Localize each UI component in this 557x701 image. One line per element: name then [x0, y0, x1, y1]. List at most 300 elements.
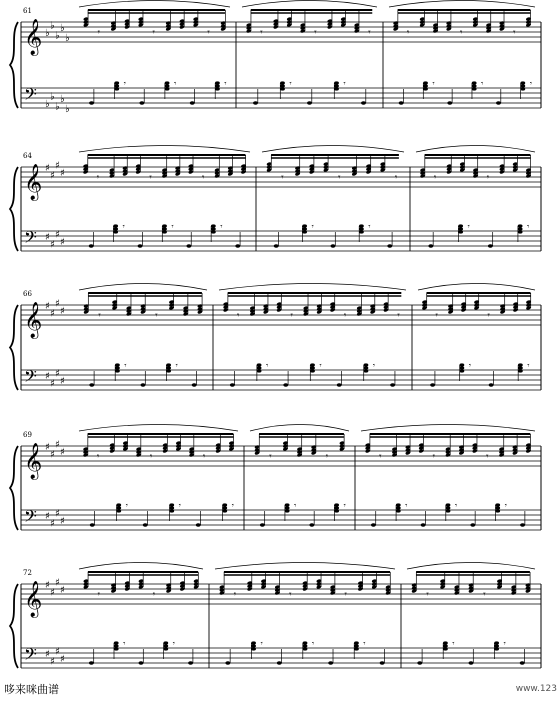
slur	[389, 1, 535, 8]
sharp-icon: ♯	[55, 368, 60, 380]
rest-icon: 𝄾	[363, 639, 366, 648]
sharp-icon: ♯	[55, 439, 60, 451]
notehead	[89, 661, 94, 664]
notehead	[253, 101, 258, 104]
rest-icon: 𝄾	[174, 79, 177, 88]
notehead	[399, 101, 404, 104]
notehead	[277, 661, 282, 664]
slur	[250, 425, 349, 432]
notehead	[115, 363, 120, 366]
rest-icon: 𝄾	[372, 361, 376, 370]
notehead	[364, 363, 369, 366]
notehead	[520, 81, 525, 84]
rest-icon: 𝄾	[96, 452, 100, 462]
notehead	[495, 503, 500, 506]
rest-icon: 𝄾	[233, 590, 237, 600]
rest-icon: 𝄾	[487, 311, 490, 321]
rest-icon: 𝄾	[503, 639, 506, 648]
slur	[79, 425, 238, 432]
notehead	[285, 506, 290, 509]
staff-system	[10, 425, 541, 531]
notehead	[280, 87, 285, 90]
notehead	[361, 101, 366, 104]
rest-icon: 𝄾	[149, 452, 153, 462]
notehead	[303, 641, 308, 644]
notehead	[371, 523, 376, 526]
measure	[262, 146, 404, 248]
sharp-icon: ♯	[60, 654, 65, 665]
notehead	[90, 523, 95, 526]
site-name-watermark: 哆来咪曲谱	[4, 683, 59, 696]
notehead	[222, 503, 227, 506]
rest-icon: 𝄾	[294, 501, 297, 510]
measure	[389, 1, 535, 105]
rest-icon: 𝄾	[527, 222, 530, 231]
flat-icon: ♭	[55, 101, 60, 113]
sharp-icon: ♯	[45, 232, 50, 243]
slur	[79, 1, 230, 8]
notehead	[396, 506, 401, 509]
bass-clef-icon: 𝄢	[24, 227, 37, 251]
notehead	[443, 641, 448, 644]
notehead	[163, 647, 168, 650]
notehead	[334, 81, 339, 84]
bass-clef-icon: 𝄢	[24, 644, 37, 668]
sharp-icon: ♯	[45, 301, 50, 312]
notehead	[459, 363, 464, 366]
measure-number: 69	[23, 431, 32, 439]
slur	[79, 146, 250, 153]
notehead	[396, 503, 401, 506]
notehead	[443, 644, 448, 647]
rest-icon: 𝄾	[483, 590, 486, 600]
treble-clef-icon: 𝄞	[24, 302, 43, 338]
measure	[79, 284, 207, 387]
notehead	[225, 661, 230, 664]
notehead	[518, 224, 523, 227]
notehead	[446, 503, 451, 506]
rest-icon: 𝄾	[432, 79, 435, 88]
notehead	[143, 523, 148, 526]
notehead	[331, 244, 336, 247]
notehead	[364, 369, 369, 372]
notehead	[334, 509, 339, 512]
rest-icon: 𝄾	[468, 361, 472, 370]
notehead	[211, 230, 216, 233]
rest-icon: 𝄾	[220, 222, 223, 231]
notehead	[260, 523, 265, 526]
notehead	[469, 661, 474, 664]
notehead	[470, 523, 475, 526]
rest-icon: 𝄾	[260, 28, 263, 38]
notehead	[309, 523, 314, 526]
notehead	[215, 81, 220, 84]
rest-icon: 𝄾	[319, 361, 322, 370]
staff-system	[10, 1, 541, 116]
notehead	[222, 506, 227, 509]
sharp-icon: ♯	[45, 163, 50, 174]
rest-icon: 𝄾	[406, 28, 410, 38]
notehead	[488, 244, 493, 247]
notehead	[188, 661, 193, 664]
notehead	[230, 383, 235, 386]
rest-icon: 𝄾	[432, 452, 436, 462]
notehead	[257, 369, 262, 372]
measure-number: 66	[23, 290, 32, 298]
rest-icon: 𝄾	[481, 79, 484, 88]
rest-icon: 𝄾	[513, 28, 516, 38]
rest-icon: 𝄾	[281, 173, 284, 183]
flat-icon: ♭	[65, 33, 70, 44]
bass-clef-icon: 𝄢	[24, 506, 37, 530]
notehead	[423, 84, 428, 87]
rest-icon: 𝄾	[455, 501, 458, 510]
rest-icon: 𝄾	[338, 173, 341, 183]
notehead	[446, 506, 451, 509]
rest-icon: 𝄾	[224, 79, 227, 88]
notehead	[421, 523, 426, 526]
notehead	[114, 87, 119, 90]
rest-icon: 𝄾	[467, 222, 470, 231]
notehead	[139, 661, 144, 664]
notehead	[520, 84, 525, 87]
site-url-watermark: www.123	[515, 684, 557, 694]
notehead	[472, 81, 477, 84]
sharp-icon: ♯	[45, 649, 50, 660]
measure	[79, 425, 238, 527]
notehead	[186, 244, 191, 247]
treble-clef-icon: 𝄞	[24, 19, 43, 55]
flat-icon: ♭	[45, 28, 50, 39]
rest-icon: 𝄾	[98, 311, 101, 321]
brace	[10, 22, 18, 108]
notehead	[302, 230, 307, 233]
notehead	[166, 369, 171, 372]
notehead	[496, 101, 501, 104]
rest-icon: 𝄾	[202, 452, 206, 462]
bass-clef-icon: 𝄢	[24, 84, 37, 108]
notehead	[334, 84, 339, 87]
notehead	[235, 244, 240, 247]
sharp-icon: ♯	[50, 587, 55, 599]
rest-icon: 𝄾	[123, 79, 126, 88]
bass-staff	[21, 510, 541, 530]
notehead	[169, 509, 174, 512]
rest-icon: 𝄾	[122, 222, 125, 231]
rest-icon: 𝄾	[97, 590, 101, 600]
brace	[10, 584, 18, 668]
notehead	[390, 383, 395, 386]
notehead	[310, 366, 315, 369]
notehead	[489, 383, 494, 386]
notehead	[163, 644, 168, 647]
slur	[262, 146, 404, 153]
rest-icon: 𝄾	[96, 173, 100, 183]
rest-icon: 𝄾	[368, 28, 371, 38]
notehead	[458, 224, 463, 227]
notehead	[251, 644, 256, 647]
notehead	[494, 647, 499, 650]
notehead	[417, 661, 422, 664]
notehead	[285, 509, 290, 512]
notehead	[494, 644, 499, 647]
notehead	[520, 523, 525, 526]
notehead	[354, 647, 359, 650]
rest-icon: 𝄾	[290, 311, 293, 321]
rest-icon: 𝄾	[207, 28, 210, 38]
notehead	[518, 366, 523, 369]
staff-system	[10, 563, 541, 669]
sharp-icon: ♯	[60, 168, 65, 179]
rest-icon: 𝄾	[155, 311, 158, 321]
rest-icon: 𝄾	[435, 311, 438, 321]
notehead	[165, 84, 170, 87]
notehead	[520, 661, 525, 664]
sharp-icon: ♯	[55, 160, 60, 172]
notehead	[166, 366, 171, 369]
measure	[79, 1, 230, 105]
brace	[10, 446, 18, 530]
measure	[215, 563, 395, 665]
notehead	[190, 101, 195, 104]
notehead	[257, 363, 262, 366]
sharp-icon: ♯	[60, 376, 65, 387]
treble-clef-icon: 𝄞	[24, 443, 43, 479]
notehead	[423, 81, 428, 84]
staff-system	[10, 284, 541, 391]
notehead	[495, 509, 500, 512]
staff-system	[10, 146, 541, 252]
notehead	[280, 81, 285, 84]
rest-icon: 𝄾	[231, 501, 234, 510]
slur	[242, 1, 377, 8]
sharp-icon: ♯	[45, 511, 50, 522]
slur	[416, 146, 535, 153]
notehead	[113, 227, 118, 230]
notehead	[423, 87, 428, 90]
bass-staff	[21, 231, 541, 251]
flat-icon: ♭	[50, 91, 55, 103]
notehead	[165, 81, 170, 84]
rest-icon: 𝄾	[260, 639, 263, 648]
notehead	[251, 647, 256, 650]
rest-icon: 𝄾	[452, 639, 455, 648]
rest-icon: 𝄾	[201, 173, 205, 183]
notehead	[116, 503, 121, 506]
slur	[215, 563, 395, 570]
notehead	[114, 84, 119, 87]
notehead	[310, 363, 315, 366]
flat-icon: ♭	[60, 23, 65, 34]
rest-icon: 𝄾	[405, 501, 408, 510]
sharp-icon: ♯	[55, 298, 60, 310]
notehead	[114, 644, 119, 647]
brace	[10, 167, 18, 251]
sharp-icon: ♯	[45, 580, 50, 591]
rest-icon: 𝄾	[123, 639, 126, 648]
notehead	[303, 644, 308, 647]
notehead	[334, 87, 339, 90]
notehead	[396, 509, 401, 512]
notehead	[518, 230, 523, 233]
measure-number: 61	[23, 7, 32, 15]
bass-clef-icon: 𝄢	[24, 366, 37, 390]
notehead	[89, 244, 94, 247]
measure	[79, 146, 250, 248]
notehead	[115, 369, 120, 372]
notehead	[162, 224, 167, 227]
rest-icon: 𝄾	[125, 501, 128, 510]
rest-icon: 𝄾	[237, 311, 240, 321]
measure-number: 64	[23, 152, 32, 160]
notehead	[303, 647, 308, 650]
treble-clef-icon: 𝄞	[24, 164, 43, 200]
rest-icon: 𝄾	[343, 79, 346, 88]
notehead	[215, 87, 220, 90]
treble-clef-icon: 𝄞	[24, 581, 43, 617]
rest-icon: 𝄾	[426, 590, 429, 600]
notehead	[380, 661, 385, 664]
notehead	[518, 369, 523, 372]
rest-icon: 𝄾	[311, 222, 314, 231]
notehead	[328, 661, 333, 664]
rest-icon: 𝄾	[175, 361, 178, 370]
notehead	[428, 244, 433, 247]
rest-icon: 𝄾	[433, 173, 437, 183]
notehead	[139, 101, 144, 104]
notehead	[222, 509, 227, 512]
notehead	[334, 503, 339, 506]
notehead	[280, 84, 285, 87]
slur	[418, 284, 535, 291]
rest-icon: 𝄾	[314, 28, 317, 38]
notehead	[113, 230, 118, 233]
notehead	[89, 101, 94, 104]
notehead	[211, 224, 216, 227]
rest-icon: 𝄾	[124, 361, 127, 370]
flat-icon: ♭	[55, 30, 60, 42]
sharp-icon: ♯	[55, 646, 60, 658]
notehead	[472, 84, 477, 87]
rest-icon: 𝄾	[460, 28, 463, 38]
notehead	[337, 383, 342, 386]
notehead	[495, 506, 500, 509]
notehead	[334, 506, 339, 509]
notehead	[283, 383, 288, 386]
slur	[79, 284, 207, 291]
sharp-icon: ♯	[55, 229, 60, 241]
rest-icon: 𝄾	[97, 28, 100, 38]
notehead	[166, 363, 171, 366]
notehead	[141, 383, 146, 386]
rest-icon: 𝄾	[312, 639, 315, 648]
rest-icon: 𝄾	[529, 79, 532, 88]
notehead	[472, 87, 477, 90]
sharp-icon: ♯	[50, 449, 55, 461]
rest-icon: 𝄾	[178, 501, 181, 510]
slur	[79, 563, 203, 570]
rest-icon: 𝄾	[379, 452, 382, 462]
notehead	[518, 363, 523, 366]
rest-icon: 𝄾	[368, 222, 371, 231]
notehead	[285, 503, 290, 506]
sharp-icon: ♯	[50, 308, 55, 320]
sharp-icon: ♯	[60, 447, 65, 458]
notehead	[116, 506, 121, 509]
notehead	[192, 383, 197, 386]
notehead	[163, 641, 168, 644]
flat-icon: ♭	[65, 104, 70, 115]
notehead	[215, 84, 220, 87]
measure-number: 72	[23, 569, 32, 577]
notehead	[211, 227, 216, 230]
rest-icon: 𝄾	[343, 501, 346, 510]
slur	[407, 563, 535, 570]
notehead	[458, 230, 463, 233]
sharp-icon: ♯	[50, 378, 55, 390]
sharp-icon: ♯	[50, 170, 55, 182]
rest-icon: 𝄾	[269, 452, 272, 462]
notehead	[116, 509, 121, 512]
notehead	[430, 383, 435, 386]
measure	[416, 146, 535, 248]
sharp-icon: ♯	[60, 237, 65, 248]
flat-icon: ♭	[50, 20, 55, 32]
notehead	[447, 101, 452, 104]
sharp-icon: ♯	[60, 306, 65, 317]
flat-icon: ♭	[60, 94, 65, 105]
notehead	[114, 81, 119, 84]
slur	[361, 425, 535, 432]
notehead	[302, 224, 307, 227]
notehead	[443, 647, 448, 650]
rest-icon: 𝄾	[149, 173, 152, 183]
notehead	[518, 227, 523, 230]
measure	[418, 284, 535, 387]
rest-icon: 𝄾	[152, 590, 156, 600]
notehead	[257, 366, 262, 369]
measure	[79, 563, 203, 665]
rest-icon: 𝄾	[397, 311, 400, 321]
notehead	[310, 369, 315, 372]
rest-icon: 𝄾	[266, 361, 269, 370]
sharp-icon: ♯	[55, 508, 60, 520]
rest-icon: 𝄾	[344, 590, 347, 600]
measure	[361, 425, 535, 527]
notehead	[138, 244, 143, 247]
sharp-icon: ♯	[45, 371, 50, 382]
rest-icon: 𝄾	[289, 79, 292, 88]
brace	[10, 305, 18, 390]
rest-icon: 𝄾	[394, 173, 398, 183]
rest-icon: 𝄾	[172, 639, 175, 648]
sharp-icon: ♯	[50, 518, 55, 530]
bass-staff	[21, 88, 541, 108]
notehead	[169, 506, 174, 509]
rest-icon: 𝄾	[486, 452, 489, 462]
rest-icon: 𝄾	[504, 501, 507, 510]
bass-staff	[21, 648, 541, 668]
notehead	[494, 641, 499, 644]
notehead	[169, 503, 174, 506]
measure	[250, 425, 349, 527]
notehead	[520, 87, 525, 90]
sharp-icon: ♯	[50, 239, 55, 251]
notehead	[162, 230, 167, 233]
measure	[219, 284, 406, 387]
flat-icon: ♭	[45, 99, 50, 110]
rest-icon: 𝄾	[486, 173, 490, 183]
